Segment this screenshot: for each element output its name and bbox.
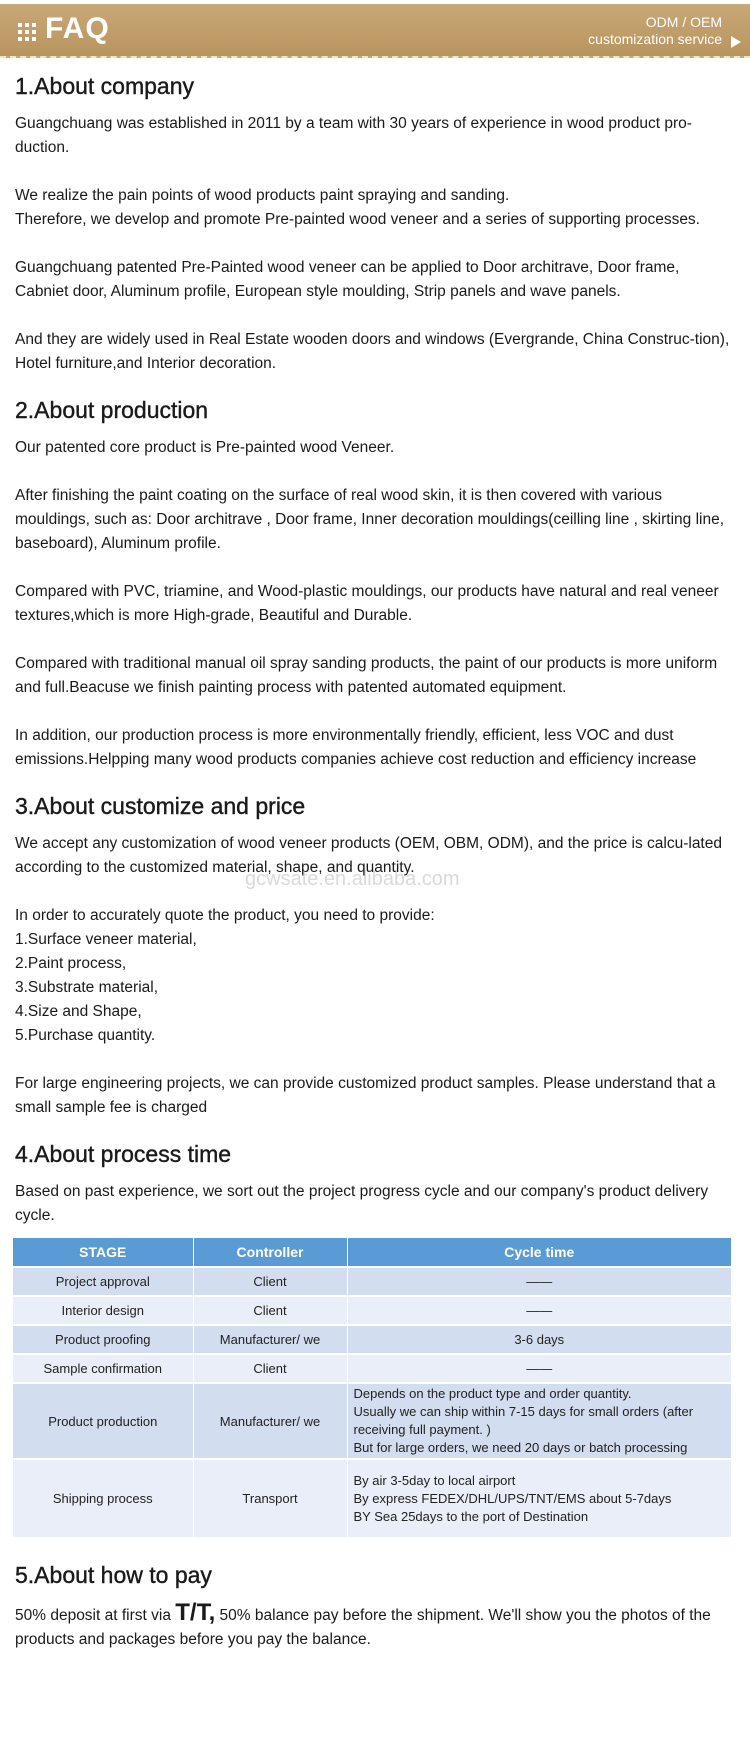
table-cell: 3-6 days xyxy=(347,1325,732,1354)
cell-line: By express FEDEX/DHL/UPS/TNT/EMS about 5-7days xyxy=(353,1490,672,1506)
paragraph: After finishing the paint coating on the surface of real wood skin, it is then covered with various mouldings, such as: Door architrave , Door frame, Inner decoration mouldings(ceilling line , skirting line, baseboard), Aluminum profile. xyxy=(15,487,725,552)
table-cell: Shipping process xyxy=(13,1459,193,1537)
section-customize xyxy=(15,790,735,1120)
table-cell: Interior design xyxy=(13,1296,193,1325)
cell-line: BY Sea 25days to the port of Destination xyxy=(353,1508,589,1524)
paragraph: Compared with traditional manual oil spray sanding products, the paint of our products is more uniform and full.Beacuse we finish painting process with patented automated equipment. xyxy=(15,655,718,696)
paragraph-line: We realize the pain points of wood products paint spraying and sanding. xyxy=(15,187,510,204)
section-heading: 1.About company xyxy=(15,73,195,99)
grid-icon xyxy=(18,23,36,41)
table-cell: Manufacturer/ we xyxy=(193,1325,347,1354)
table-cell: —— xyxy=(347,1354,732,1383)
list-item: 5.Purchase quantity. xyxy=(15,1027,156,1044)
section-heading: 2.About production xyxy=(15,397,209,423)
section-production xyxy=(15,394,735,772)
section-heading: 4.About process time xyxy=(15,1141,232,1167)
watermark: gcwsate.en.alibaba.com xyxy=(245,868,460,890)
table-cell xyxy=(347,1383,732,1459)
section-process xyxy=(15,1138,735,1537)
paragraph: Guangchuang patented Pre-Painted wood veneer can be applied to Door architrave, Door frame, Cabniet door, Aluminum profile, European style moulding, Strip panels and wave panels. xyxy=(15,259,680,300)
table-row xyxy=(13,1296,732,1325)
pay-text: 50% deposit at first via xyxy=(15,1607,176,1624)
list-intro: In order to accurately quote the product, you need to provide: xyxy=(15,907,435,924)
paragraph: Our patented core product is Pre-painted wood Veneer. xyxy=(15,439,395,456)
faq-title: FAQ xyxy=(45,12,110,45)
table-cell: Sample confirmation xyxy=(13,1354,193,1383)
odm-line-2: customization service xyxy=(588,31,722,47)
table-cell: Client xyxy=(193,1354,347,1383)
pay-text: 50% balance pay before the shipment. We'll show you the photos of the products and packages before you pay the balance. xyxy=(15,1607,711,1648)
paragraph: And they are widely used in Real Estate wooden doors and windows (Evergrande, China Construc-tion), Hotel furniture,and Interior decoration. xyxy=(15,331,730,372)
table-header: Controller xyxy=(193,1238,347,1267)
table-cell: Client xyxy=(193,1296,347,1325)
process-time-table xyxy=(13,1238,732,1537)
odm-line-1: ODM / OEM xyxy=(645,14,722,30)
cell-line: Depends on the product type and order quantity. xyxy=(353,1386,632,1401)
list-item: 4.Size and Shape, xyxy=(15,1003,142,1020)
cell-line: But for large orders, we need 20 days or batch processing xyxy=(353,1440,688,1455)
cell-line: By air 3-5day to local airport xyxy=(353,1472,516,1488)
table-header: STAGE xyxy=(13,1238,193,1267)
faq-header xyxy=(0,4,750,58)
list-item: 2.Paint process, xyxy=(15,955,127,972)
table-cell: Client xyxy=(193,1267,347,1296)
section-heading: 3.About customize and price xyxy=(15,793,306,819)
table-row xyxy=(13,1383,732,1459)
paragraph xyxy=(15,184,735,232)
paragraph xyxy=(15,1601,735,1652)
table-cell: Project approval xyxy=(13,1267,193,1296)
table-row xyxy=(13,1325,732,1354)
cell-line: Usually we can ship within 7-15 days for small orders (after receiving full payment. ) xyxy=(353,1404,694,1437)
pay-method: T/T, xyxy=(175,1599,216,1626)
table-cell: —— xyxy=(347,1296,732,1325)
paragraph: In addition, our production process is more environmentally friendly, efficient, less VOC and dust emissions.Helpping many wood products companies achieve cost reduction and efficiency increase xyxy=(15,727,697,768)
paragraph: Compared with PVC, triamine, and Wood-plastic mouldings, our products have natural and real veneer textures,which is more High-grade, Beautiful and Durable. xyxy=(15,583,719,624)
table-cell: Transport xyxy=(193,1459,347,1537)
paragraph: We accept any customization of wood veneer products (OEM, OBM, ODM), and the price is calcu-lated according to the customized material, shape, and quantity. xyxy=(15,835,722,876)
paragraph: For large engineering projects, we can provide customized product samples. Please understand that a small sample fee is charged xyxy=(15,1075,716,1116)
section-company xyxy=(15,70,735,376)
table-cell xyxy=(347,1459,732,1537)
paragraph: Based on past experience, we sort out the project progress cycle and our company's product delivery cycle. xyxy=(15,1183,709,1224)
table-row xyxy=(13,1354,732,1383)
odm-oem-label xyxy=(588,14,722,48)
faq-content xyxy=(15,70,735,1676)
table-row xyxy=(13,1267,732,1296)
list-item: 3.Substrate material, xyxy=(15,979,159,996)
list-item: 1.Surface veneer material, xyxy=(15,931,197,948)
paragraph-line: Therefore, we develop and promote Pre-painted wood veneer and a series of supporting processes. xyxy=(15,211,700,228)
arrow-right-icon xyxy=(730,36,742,48)
table-cell: Product proofing xyxy=(13,1325,193,1354)
paragraph: Guangchuang was established in 2011 by a team with 30 years of experience in wood product pro-duction. xyxy=(15,115,692,156)
table-header: Cycle time xyxy=(347,1238,732,1267)
table-row xyxy=(13,1459,732,1537)
requirements-list xyxy=(15,904,735,1048)
table-cell: Manufacturer/ we xyxy=(193,1383,347,1459)
table-cell: Product production xyxy=(13,1383,193,1459)
section-pay xyxy=(15,1559,735,1652)
table-cell: —— xyxy=(347,1267,732,1296)
section-heading: 5.About how to pay xyxy=(15,1562,212,1588)
